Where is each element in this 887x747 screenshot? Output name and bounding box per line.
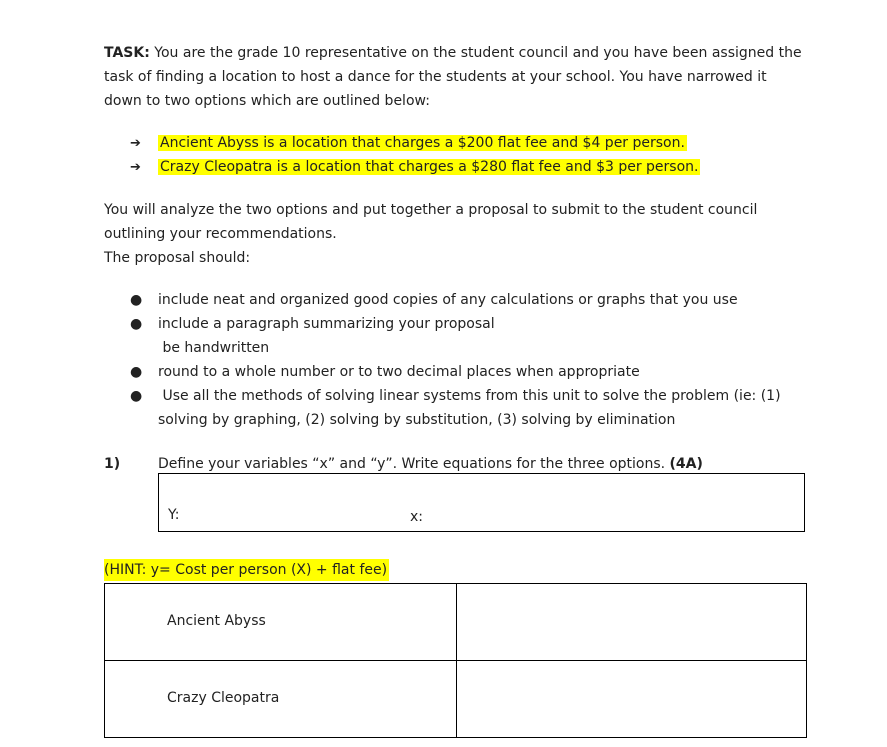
question-number: 1) bbox=[104, 456, 121, 472]
equation-answer-cell[interactable] bbox=[457, 661, 807, 738]
requirement-text: be handwritten bbox=[158, 340, 270, 356]
y-variable-label: Y: bbox=[168, 507, 180, 523]
requirement-text: include neat and organized good copies of any calculations or graphs that you use bbox=[158, 292, 738, 308]
analysis-line-3: The proposal should: bbox=[104, 250, 251, 266]
arrow-icon: ➔ bbox=[130, 160, 141, 175]
bullet-icon: ● bbox=[130, 364, 143, 380]
option-text: Ancient Abyss is a location that charges a $200 flat fee and $4 per person. bbox=[160, 135, 685, 151]
requirement-text: include a paragraph summarizing your proposal bbox=[158, 316, 495, 332]
question-prompt: Define your variables “x” and “y”. Write equations for the three options. bbox=[158, 456, 666, 472]
requirement-text: solving by graphing, (2) solving by substitution, (3) solving by elimination bbox=[158, 412, 676, 428]
question-marks: (4A) bbox=[669, 456, 703, 472]
option-ancient-abyss bbox=[130, 132, 687, 154]
analysis-paragraph bbox=[104, 198, 804, 270]
analysis-line-1: You will analyze the two options and put together a proposal to submit to the student council bbox=[104, 202, 758, 218]
bullet-icon: ● bbox=[130, 316, 143, 332]
task-intro-line-2: task of finding a location to host a dance for the students at your school. You have narrowed it bbox=[104, 69, 767, 85]
task-intro-line-1: You are the grade 10 representative on the student council and you have been assigned the bbox=[154, 45, 802, 61]
hint-text: (HINT: y= Cost per person (X) + flat fee) bbox=[104, 559, 389, 581]
table-row bbox=[105, 584, 807, 661]
arrow-icon: ➔ bbox=[130, 136, 141, 151]
variables-answer-box[interactable] bbox=[158, 473, 805, 532]
option-name-cell bbox=[105, 584, 457, 661]
analysis-line-2: outlining your recommendations. bbox=[104, 226, 337, 242]
table-row bbox=[105, 661, 807, 738]
task-intro-line-3: down to two options which are outlined below: bbox=[104, 93, 430, 109]
equations-table bbox=[104, 583, 807, 738]
task-intro bbox=[104, 41, 804, 113]
option-text: Crazy Cleopatra is a location that charges a $280 flat fee and $3 per person. bbox=[160, 159, 699, 175]
option-name: Ancient Abyss bbox=[167, 613, 266, 629]
task-label: TASK: bbox=[104, 45, 150, 61]
bullet-icon: ● bbox=[130, 292, 143, 308]
option-crazy-cleopatra bbox=[130, 156, 700, 178]
option-name-cell bbox=[105, 661, 457, 738]
option-name: Crazy Cleopatra bbox=[167, 690, 280, 706]
bullet-icon: ● bbox=[130, 388, 143, 404]
equation-answer-cell[interactable] bbox=[457, 584, 807, 661]
requirement-text: round to a whole number or to two decimal places when appropriate bbox=[158, 364, 640, 380]
requirement-text: Use all the methods of solving linear systems from this unit to solve the problem (ie: (1) bbox=[158, 388, 781, 404]
x-variable-label: x: bbox=[410, 509, 424, 525]
